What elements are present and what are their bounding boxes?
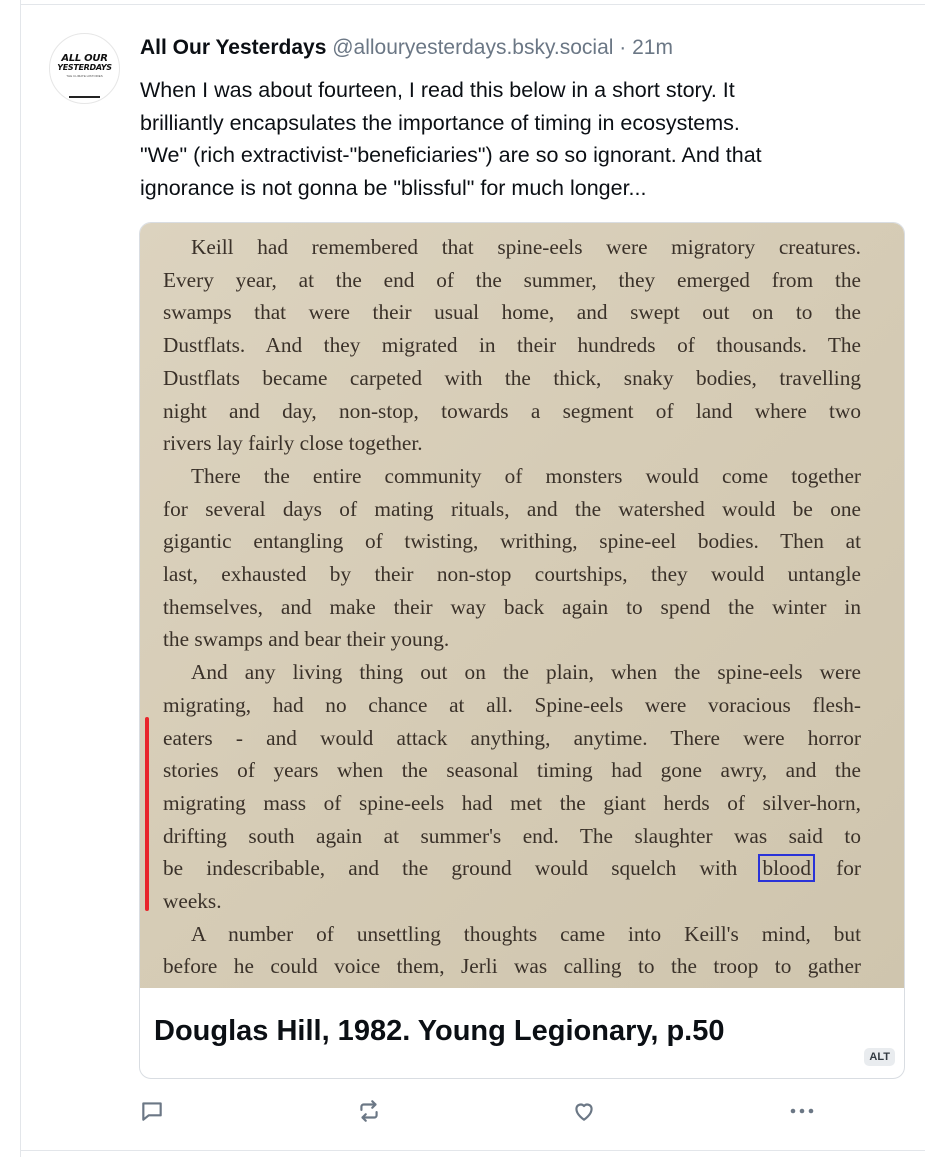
book-line: rivers lay fairly close together. [163, 431, 423, 456]
book-line: A number of unsettling thoughts came into Keill's mind, but [191, 921, 861, 946]
divider-bottom [20, 1150, 925, 1151]
highlighted-word: blood [762, 856, 811, 881]
handle[interactable]: @allouryesterdays.bsky.social [332, 36, 614, 59]
book-line: eaters - and would attack anything, anytime. There were horror [163, 725, 861, 750]
image-caption: Douglas Hill, 1982. Young Legionary, p.50 [154, 1015, 725, 1047]
post-text-line: brilliantly encapsulates the importance of timing in ecosystems. [140, 110, 740, 135]
book-line: There the entire community of monsters would come together [191, 463, 861, 488]
book-line: migrating, had no chance at all. Spine-eels were voracious flesh- [163, 692, 861, 717]
post-text-line: "We" (rich extractivist-"beneficiaries") are so so ignorant. And that [140, 143, 762, 167]
like-button[interactable] [569, 1096, 599, 1126]
book-line: stories of years when the seasonal timing had gone awry, and the [163, 758, 861, 783]
reply-button[interactable] [137, 1096, 167, 1126]
book-line: Dustflats. And they migrated in their hundreds of thousands. The [163, 333, 861, 358]
like-icon [571, 1098, 597, 1124]
book-line: themselves, and make their way back again to spend the winter in [163, 594, 861, 619]
book-line: Keill had remembered that spine-eels were migratory creatures. [191, 235, 861, 259]
timestamp[interactable]: 21m [632, 36, 673, 59]
post-text-line: ignorance is not gonna be "blissful" for much longer... [140, 175, 647, 200]
book-line-highlight-row [163, 852, 861, 885]
post-text [140, 74, 925, 204]
book-line-text: be indescribable, and the ground would squelch with [163, 856, 738, 881]
avatar-logo-line3: THE CLIMATE HISTORIES [66, 74, 103, 78]
display-name[interactable]: All Our Yesterdays [140, 36, 327, 59]
book-line: And any living thing out on the plain, when the spine-eels were [191, 660, 861, 685]
post-header [140, 34, 673, 62]
book-page-image[interactable] [140, 223, 904, 988]
book-line: weeks. [163, 889, 222, 914]
avatar-logo-bar [69, 96, 100, 98]
book-line: swamps that were their usual home, and swept out on to the [163, 300, 861, 325]
repost-icon [356, 1098, 382, 1124]
divider-top [20, 4, 925, 5]
separator-dot: · [619, 36, 627, 59]
post-text-line: When I was about fourteen, I read this below in a short story. It [140, 78, 735, 102]
book-line: night and day, non-stop, towards a segment of land where two [163, 398, 861, 423]
book-line: for several days of mating rituals, and the watershed would be one [163, 496, 861, 521]
book-page-text [163, 231, 861, 983]
book-line: Dustflats became carpeted with the thick, snaky bodies, travelling [163, 365, 861, 390]
repost-button[interactable] [354, 1096, 384, 1126]
book-line: migrating mass of spine-eels had met the giant herds of silver-horn, [163, 790, 861, 815]
book-line: before he could voice them, Jerli was calling to the troop to gather [163, 954, 861, 979]
avatar[interactable] [49, 33, 120, 104]
margin-red-mark [145, 717, 149, 911]
book-line: Every year, at the end of the summer, they emerged from the [163, 267, 861, 292]
post-actions [137, 1096, 837, 1126]
book-line: the swamps and bear their young. [163, 627, 450, 652]
alt-badge[interactable]: ALT [864, 1048, 895, 1066]
more-icon [787, 1098, 817, 1124]
reply-icon [139, 1098, 165, 1124]
book-line: drifting south again at summer's end. The slaughter was said to [163, 823, 861, 848]
image-embed[interactable] [139, 222, 905, 1079]
avatar-logo-line1: ALL OUR [61, 53, 108, 64]
book-line-text: for [836, 856, 861, 881]
avatar-logo-line2: YESTERDAYS [57, 63, 112, 72]
book-line: gigantic entangling of twisting, writhing, spine-eel bodies. Then at [163, 529, 861, 554]
book-line: last, exhausted by their non-stop courtships, they would untangle [163, 562, 861, 587]
more-button[interactable] [787, 1096, 817, 1126]
